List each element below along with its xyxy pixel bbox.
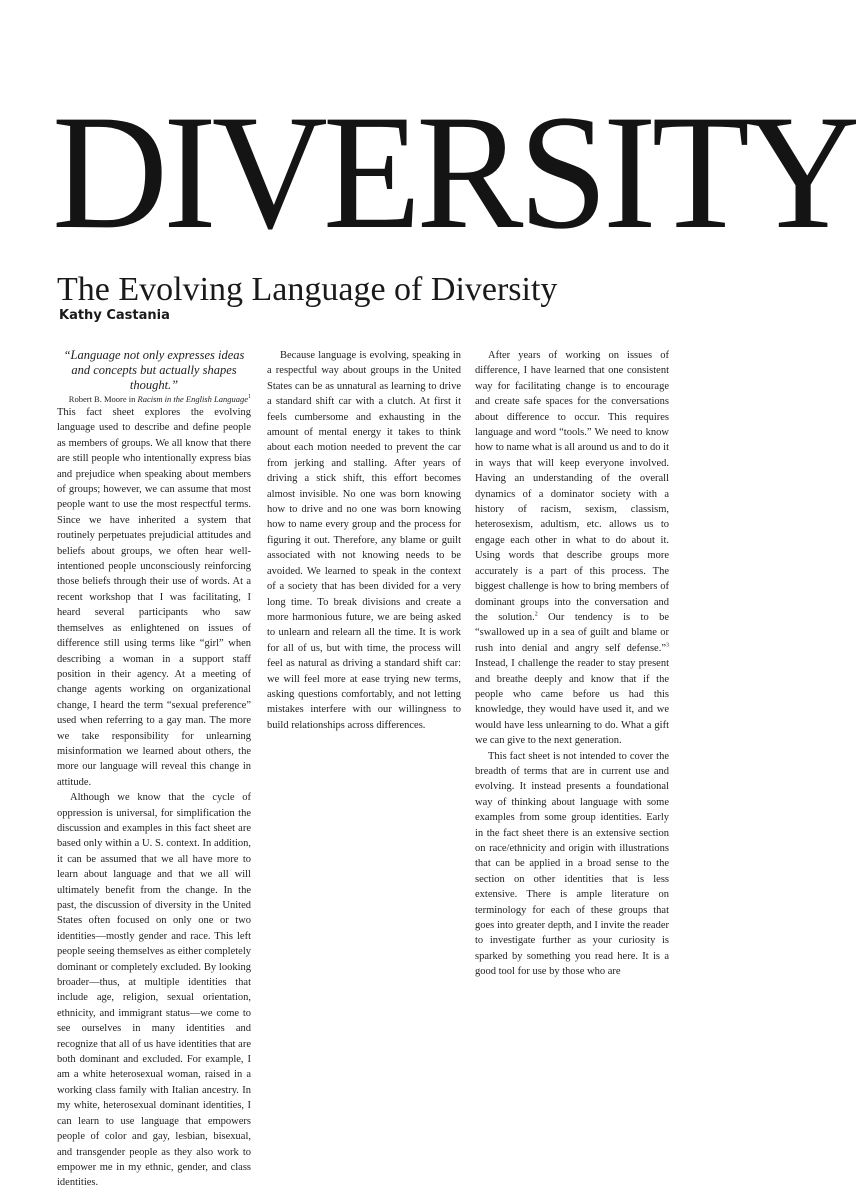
text-run: Our tendency is to be “swallowed up in a sea of guilt and blame or rush into denial and angry self defense.” bbox=[475, 611, 670, 654]
paragraph-safe-spaces bbox=[475, 348, 669, 749]
footnote-ref: 3 bbox=[666, 642, 669, 649]
column-1 bbox=[57, 348, 251, 1191]
column-3 bbox=[475, 348, 669, 980]
paragraph-scope: This fact sheet is not intended to cover the breadth of terms that are in current use and evolving. It instead presents a foundational way of thinking about language with some examples from some group identities. Early in the fact sheet there is an extensive section on race/ethnicity and origin with illustrations that can be applied in a broad sense to the section on other identities that is less extensive. There is ample literature on terminology for each of these groups that goes into greater depth, and I invite the reader to investigate further as your curiosity is sparked by something you read here. It is a good tool for use by those who are bbox=[475, 750, 669, 978]
footnote-ref: 1 bbox=[248, 394, 251, 401]
column-2 bbox=[267, 348, 461, 733]
epigraph-attribution bbox=[57, 393, 251, 405]
subtitle: The Evolving Language of Diversity bbox=[57, 271, 558, 308]
main-title: DIVERSITY bbox=[52, 82, 856, 263]
paragraph-language-evolving: Because language is evolving, speaking in a respectful way about groups in the United States can be as unnatural as learning to drive a standard shift car with a clutch. At first it feels cumbersome and exhausting in the amount of mental energy it takes to think about each motion needed to prevent the car from jerking and stalling. After years of driving a stick shift, this effort becomes almost invisible. No one was born knowing how to drive and no one was born knowing how to name every group and the process for figuring it out. Therefore, any blame or guilt associated with not knowing needs to be avoided. We learned to speak in the context of a society that has been divided for a very long time. To break divisions and create a more harmonious future, we are being asked to unlearn and relearn all the time. It is work for all of us, but with time, the process will feel as natural as driving a standard shift car: we will feel more at ease trying new terms, asking questions comfortably, and not letting mistakes interfere with our willingness to build relationships across differences. bbox=[267, 350, 461, 731]
attribution-prefix: Robert B. Moore in bbox=[68, 394, 138, 404]
paragraph-intro: This fact sheet explores the evolving language used to describe and define people as members of groups. We all know that there are still people who intentionally express bias and prejudice when speaking about members of groups; however, we can assume that most people want to use the most respectful terms. Since we have inherited a system that routinely perpetuates prejudicial attitudes and beliefs about groups, we often hear well-intentioned people unconsciously reinforcing those beliefs through their use of words. At a recent workshop that I was facilitating, I heard several participants who saw themselves as enlightened on issues of difference still using terms like “girl” when describing a woman in a support staff position in their agency. At a meeting of change agents working on organizational change, I heard the term “sexual preference” used when referring to a gay man. The more we take responsibility for unlearning misinformation we learned about others, the more our language will reveal this change in attitude. bbox=[57, 407, 251, 788]
text-run: After years of working on issues of difference, I have learned that one consistent way for facilitating change is to encourage and create safe spaces for the conversations about difference to occur. This requires language and word “tools.” We need to know how to name what is all around us and to do it in ways that will keep everyone involved. Having an understanding of the overall dynamics of a dominator society with a history of racism, sexism, classism, heterosexism, adultism, etc. allows us to engage each other in what to do about it. Using words that describe groups more accurately is a part of this process. The biggest challenge is how to bring members of dominant groups into the conversation and the solution. bbox=[475, 350, 669, 623]
attribution-title: Racism in the English Language bbox=[137, 394, 248, 404]
epigraph-quote: “Language not only expresses ideas and concepts but actually shapes thought.” bbox=[63, 348, 245, 392]
author-byline: Kathy Castania bbox=[59, 308, 170, 323]
footnote-ref: 2 bbox=[534, 611, 538, 618]
text-run: Instead, I challenge the reader to stay present and breathe deeply and know that if the people who came before us had this knowledge, they would have used it, and we would have less unlearning to do. What a gift we can give to the next generation. bbox=[475, 658, 669, 747]
paragraph-oppression: Although we know that the cycle of oppression is universal, for simplification the discussion and examples in this fact sheet are based only within a U. S. context. In addition, it can be assumed that we all have more to learn about language and that we all will ultimately benefit from the change. In the past, the discussion of diversity in the United States often focused on only one or two identities—mostly gender and race. This left people seeing themselves as either completely dominant or completely excluded. By looking broader—thus, at multiple identities that include age, religion, sexual orientation, ethnicity, and immigrant status—we come to see ourselves in many identities and recognize that all of us have identities that are both dominant and excluded. For example, I am a white heterosexual woman, raised in a working class family with Italian ancestry. In my white, heterosexual dominant identities, I can learn to use language that empowers people of color and gay, lesbian, bisexual, and transgender people as they also work to empower me in my ethnic, gender, and class identities. bbox=[57, 792, 251, 1189]
